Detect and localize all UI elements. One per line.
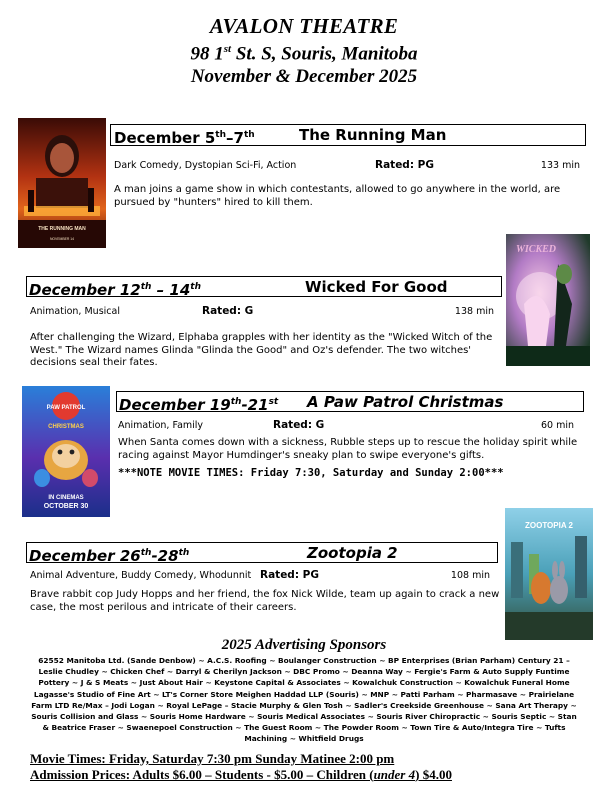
running-man-title: The Running Man — [299, 126, 447, 144]
zootopia-poster-text: ZOOTOPIA 2 — [524, 521, 574, 530]
wicked-title-box — [26, 276, 502, 297]
sponsors-title: 2025 Advertising Sponsors — [221, 637, 387, 653]
running-man-rating: Rated: PG — [375, 159, 434, 171]
paw-patrol-meta — [118, 420, 574, 432]
paw-patrol-title: A Paw Patrol Christmas — [307, 393, 504, 411]
wicked-dates: December 12th – 14th — [29, 281, 201, 299]
zootopia-title: Zootopia 2 — [307, 544, 398, 562]
wicked-title: Wicked For Good — [305, 278, 448, 296]
running-man-genre: Dark Comedy, Dystopian Sci-Fi, Action — [114, 160, 297, 171]
wicked-genre: Animation, Musical — [30, 306, 120, 317]
paw-patrol-poster-christmas: CHRISTMAS — [48, 424, 84, 430]
theatre-name: AVALON THEATRE — [209, 14, 399, 38]
wicked-description: After challenging the Wizard, Elphaba grapples with her identity as the "Wicked Witch of the West." The Wizard names Glinda "Glinda the Good" and Oz's defender. The two witches' decisions seal their fates. — [30, 332, 493, 368]
running-man-title-box — [110, 124, 586, 146]
running-man-poster — [18, 118, 106, 248]
paw-patrol-poster — [22, 386, 110, 517]
paw-patrol-dates: December 19th-21st — [119, 396, 279, 414]
zootopia-meta — [30, 570, 490, 582]
paw-patrol-title-box — [116, 391, 584, 412]
running-man-poster-text: THE RUNNING MAN — [38, 226, 86, 232]
wicked-poster — [506, 234, 590, 366]
running-man-meta — [114, 160, 580, 172]
theatre-address: 98 1st St. S, Souris, Manitoba — [190, 43, 418, 65]
movie-times: Movie Times: Friday, Saturday 7:30 pm Sunday Matinee 2:00 pm — [30, 751, 395, 766]
wicked-runtime: 138 min — [454, 306, 494, 317]
zootopia-dates: December 26th-28th — [29, 547, 190, 565]
schedule-months: November & December 2025 — [190, 66, 418, 88]
paw-patrol-rating: Rated: G — [273, 419, 325, 431]
sponsors-list: 62552 Manitoba Ltd. (Sande Denbow) ~ A.C.S. Roofing ~ Boulanger Construction ~ BP Enterprises (Brian Parham) Century 21 – Leslie Chudley ~ Chicken Chef ~ Darryl & Cherilyn Jackson ~ DBC Promo ~ Deanna Way ~ Fergie's Farm & Auto Supply Funtime Pottery ~ J & S Meats ~ Just About Hair ~ Keystone Capital & Associates ~ Kowalchuk Construction ~ Kowalchuk Funeral Home Lagasse's Studio of Fine Art ~ LT's Corner Store Meighen Haddad LLP (Souris) ~ MNP ~ Patti Parham ~ Pharmasave ~ Prairielane Farm LTD Re/Max – Jodi Logan ~ Royal LePage – Stacie Murphy & Glen Tosh ~ Sadler's Creekside Greenhouse ~ Sana Art Therapy ~ Souris Collision and Glass ~ Souris Home Hardware ~ Souris Medical Associates ~ Souris River Chiropractic ~ Souris Septic ~ Stan & Beatrice Fraser ~ Swaenepoel Construction ~ The Guest Room ~ The Powder Room ~ Town Tire & Auto/Integra Tire ~ Tufts Machining ~ Whitfield Drugs — [31, 656, 577, 744]
admission-prices: Admission Prices: Adults $6.00 – Students - $5.00 – Children (under 4) $4.00 — [30, 767, 452, 782]
running-man-runtime: 133 min — [540, 160, 580, 171]
zootopia-rating: Rated: PG — [260, 569, 319, 581]
paw-patrol-poster-logo: PAW PATROL — [46, 405, 86, 411]
zootopia-genre: Animal Adventure, Buddy Comedy, Whodunnit — [30, 570, 252, 581]
paw-patrol-note: ***NOTE MOVIE TIMES: Friday 7:30, Saturday and Sunday 2:00*** — [118, 467, 504, 479]
zootopia-poster — [505, 508, 593, 640]
paw-patrol-genre: Animation, Family — [118, 420, 204, 431]
zootopia-description: Brave rabbit cop Judy Hopps and her friend, the fox Nick Wilde, team up again to crack a new case, the most perilous and intricate of their careers. — [30, 589, 500, 613]
running-man-poster-date: NOVEMBER 14 — [49, 237, 75, 241]
wicked-poster-text: WICKED — [515, 244, 557, 255]
theatre-header — [0, 14, 608, 89]
paw-patrol-description: When Santa comes down with a sickness, Rubble steps up to rescue the holiday spirit while racing against Mayor Humdinger's sneaky plan to swipe everyone's gifts. — [118, 437, 578, 461]
paw-patrol-poster-release: IN CINEMAS — [48, 495, 84, 501]
wicked-meta — [30, 306, 494, 318]
running-man-description: A man joins a game show in which contestants, allowed to go anywhere in the world, are pursued by "hunters" hired to kill them. — [114, 184, 561, 208]
paw-patrol-runtime: 60 min — [540, 420, 574, 431]
zootopia-runtime: 108 min — [450, 570, 490, 581]
running-man-dates: December 5th–7th — [114, 129, 255, 147]
zootopia-title-box — [26, 542, 498, 563]
wicked-rating: Rated: G — [202, 305, 254, 317]
paw-patrol-poster-date: OCTOBER 30 — [43, 503, 89, 510]
